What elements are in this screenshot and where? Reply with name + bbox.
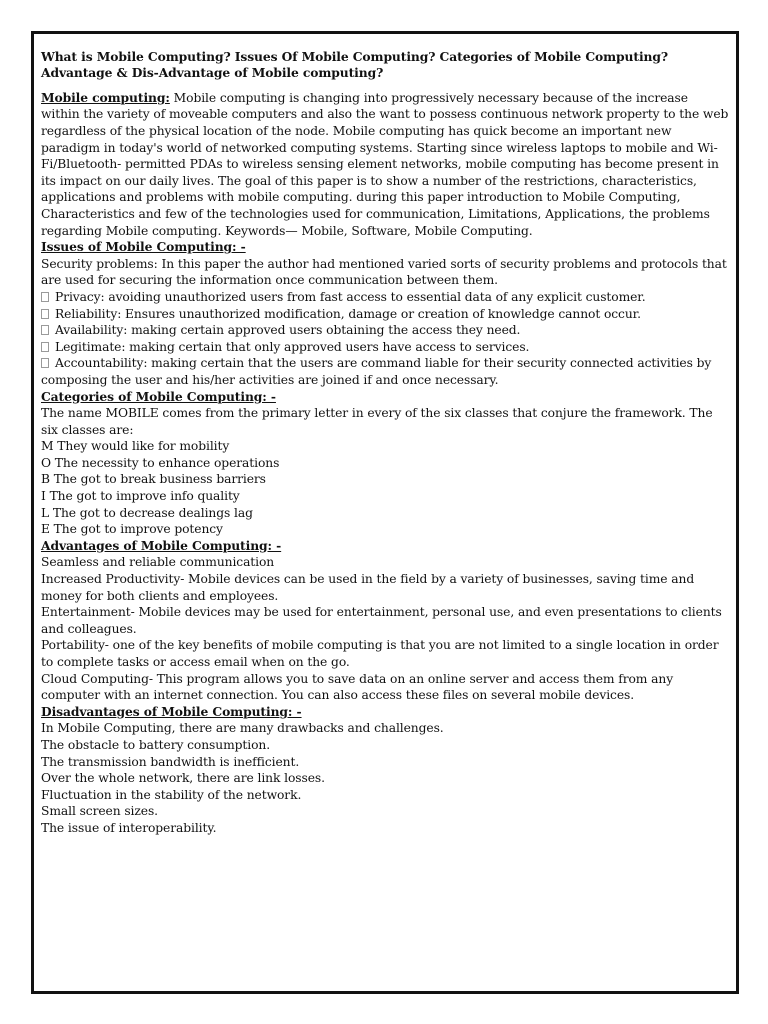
issues-intro: Security problems: In this paper the author had mentioned varied sorts of security problems and protocols that are used for securing the information once communication between them. bbox=[41, 256, 727, 288]
issues-bullet bbox=[41, 355, 729, 388]
issues-heading: Issues of Mobile Computing: - bbox=[41, 239, 246, 255]
issues-bullet-text: Privacy: avoiding unauthorized users from fast access to essential data of any explicit customer. bbox=[55, 289, 646, 304]
category-item: L The got to decrease dealings lag bbox=[41, 505, 253, 520]
issues-bullet bbox=[41, 289, 729, 306]
disadvantage-item: In Mobile Computing, there are many drawbacks and challenges. bbox=[41, 721, 444, 736]
disadvantage-item: Over the whole network, there are link losses. bbox=[41, 771, 325, 786]
advantage-item: Cloud Computing- This program allows you to save data on an online server and access them from any computer with an internet connection. You can also access these files on several mobile devices. bbox=[41, 671, 674, 703]
disadvantage-item: The transmission bandwidth is inefficient. bbox=[41, 754, 300, 769]
advantages-heading: Advantages of Mobile Computing: - bbox=[41, 537, 282, 553]
category-item: B The got to break business barriers bbox=[41, 472, 266, 487]
bullet-box-icon bbox=[41, 292, 49, 302]
issues-bullet bbox=[41, 339, 729, 356]
category-item: M They would like for mobility bbox=[41, 439, 230, 454]
issues-bullet bbox=[41, 306, 729, 323]
category-item: I The got to improve info quality bbox=[41, 489, 240, 504]
disadvantage-item: The obstacle to battery consumption. bbox=[41, 737, 271, 752]
page-frame bbox=[31, 31, 739, 994]
bullet-box-icon bbox=[41, 358, 49, 368]
advantage-item: Entertainment- Mobile devices may be used for entertainment, personal use, and even presentations to clients and colleagues. bbox=[41, 605, 722, 636]
document-content bbox=[41, 49, 729, 837]
disadvantages-heading: Disadvantages of Mobile Computing: - bbox=[41, 703, 302, 719]
category-item: E The got to improve potency bbox=[41, 522, 223, 537]
document-title: What is Mobile Computing? Issues Of Mobile Computing? Categories of Mobile Computing? Advantage & Dis-Advantage of Mobile computing? bbox=[41, 49, 668, 81]
disadvantage-item: The issue of interoperability. bbox=[41, 820, 217, 835]
issues-bullet-text: Accountability: making certain that the users are command liable for their security connected activities by composing the user and his/her activities are joined if and once necessary. bbox=[41, 356, 712, 387]
issues-bullet-text: Availability: making certain approved users obtaining the access they need. bbox=[55, 323, 521, 338]
categories-heading: Categories of Mobile Computing: - bbox=[41, 388, 276, 404]
advantage-item: Increased Productivity- Mobile devices can be used in the field by a variety of businesses, saving time and money for both clients and employees. bbox=[41, 572, 695, 603]
bullet-box-icon bbox=[41, 325, 49, 335]
issues-bullet-text: Reliability: Ensures unauthorized modification, damage or creation of knowledge cannot occur. bbox=[55, 306, 641, 321]
intro-text: Mobile computing is changing into progressively necessary because of the increase within the variety of moveable computers and also the want to possess continuous network property to the web regardless of the physical location of the node. Mobile computing has quick become an important new paradigm in today's world of networked computing systems. Starting since wireless laptops to mobile and Wi-Fi/Bluetooth- permitted PDAs to wireless sensing element networks, mobile computing has become present in its impact on our daily lives. The goal of this paper is to show a number of the restrictions, characteristics, applications and problems with mobile computing. during this paper introduction to Mobile Computing, Characteristics and few of the technologies used for communication, Limitations, Applications, the problems regarding Mobile computing. Keywords— Mobile, Software, Mobile Computing. bbox=[41, 90, 729, 238]
categories-intro: The name MOBILE comes from the primary letter in every of the six classes that conjure the framework. The six classes are: bbox=[41, 406, 713, 437]
disadvantage-item: Fluctuation in the stability of the network. bbox=[41, 787, 302, 802]
issues-bullet-text: Legitimate: making certain that only approved users have access to services. bbox=[55, 339, 530, 354]
issues-bullet bbox=[41, 322, 729, 339]
intro-lead: Mobile computing: bbox=[41, 89, 170, 105]
bullet-box-icon bbox=[41, 309, 49, 319]
disadvantage-item: Small screen sizes. bbox=[41, 804, 158, 819]
bullet-box-icon bbox=[41, 342, 49, 352]
advantage-item: Seamless and reliable communication bbox=[41, 555, 275, 570]
category-item: O The necessity to enhance operations bbox=[41, 455, 280, 470]
intro-paragraph bbox=[41, 90, 729, 239]
advantage-item: Portability- one of the key benefits of mobile computing is that you are not limited to a single location in order to complete tasks or access email when on the go. bbox=[41, 638, 719, 669]
